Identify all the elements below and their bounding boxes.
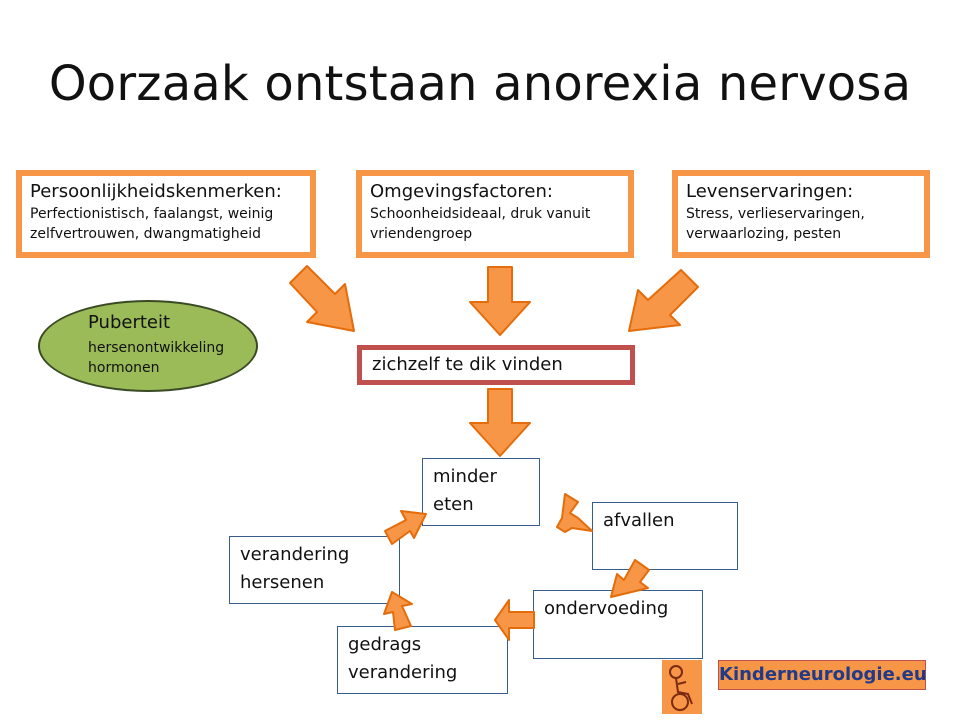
factor-personality-line-1: Perfectionistisch, faalangst, weinig [30,206,274,222]
arrow-personality-to-central [290,266,354,331]
factor-life-line-1: Stress, verlieservaringen, [686,206,865,222]
wheelchair-figure-icon [662,660,702,714]
arrow-eten-to-afvallen [557,494,592,532]
cycle-box-minder-eten: minder eten [422,458,540,526]
central-box: zichzelf te dik vinden [357,345,635,385]
hersenen-line-2: hersenen [240,572,325,593]
factor-life-line-2: verwaarlozing, pesten [686,226,842,242]
arrow-afvallen-to-ondervoeding [611,560,649,597]
factor-environment-line-1: Schoonheidsideaal, druk vanuit [370,206,591,222]
arrow-central-to-cycle [470,389,530,456]
logo-text: Kinderneurologie.eu [718,660,926,690]
factor-personality-heading: Persoonlijkheidskenmerken: [30,181,282,202]
arrow-ondervoeding-to-gedrag [495,600,534,640]
factor-personality-line-2: zelfvertrouwen, dwangmatigheid [30,226,262,242]
puberty-line-2: hormonen [88,360,160,376]
arrow-hersenen-to-eten [385,511,426,544]
slide-title: Oorzaak ontstaan anorexia nervosa [48,56,912,112]
cycle-box-ondervoeding: ondervoeding [533,590,703,659]
arrow-gedrag-to-hersenen [384,592,412,630]
puberty-line-1: hersenontwikkeling [88,340,225,356]
cycle-box-afvallen: afvallen [592,502,738,570]
hersenen-line-1: verandering [240,544,350,565]
logo-icon [662,660,702,714]
factor-life-heading: Levenservaringen: [686,181,854,202]
arrow-environment-to-central [470,267,530,335]
arrow-life-to-central [629,270,698,331]
puberty-heading: Puberteit [88,312,171,333]
gedrag-line-1: gedrags [348,634,422,655]
factor-environment-line-2: vriendengroep [370,226,473,242]
factor-environment-heading: Omgevingsfactoren: [370,181,553,202]
gedrag-line-2: verandering [348,662,458,683]
